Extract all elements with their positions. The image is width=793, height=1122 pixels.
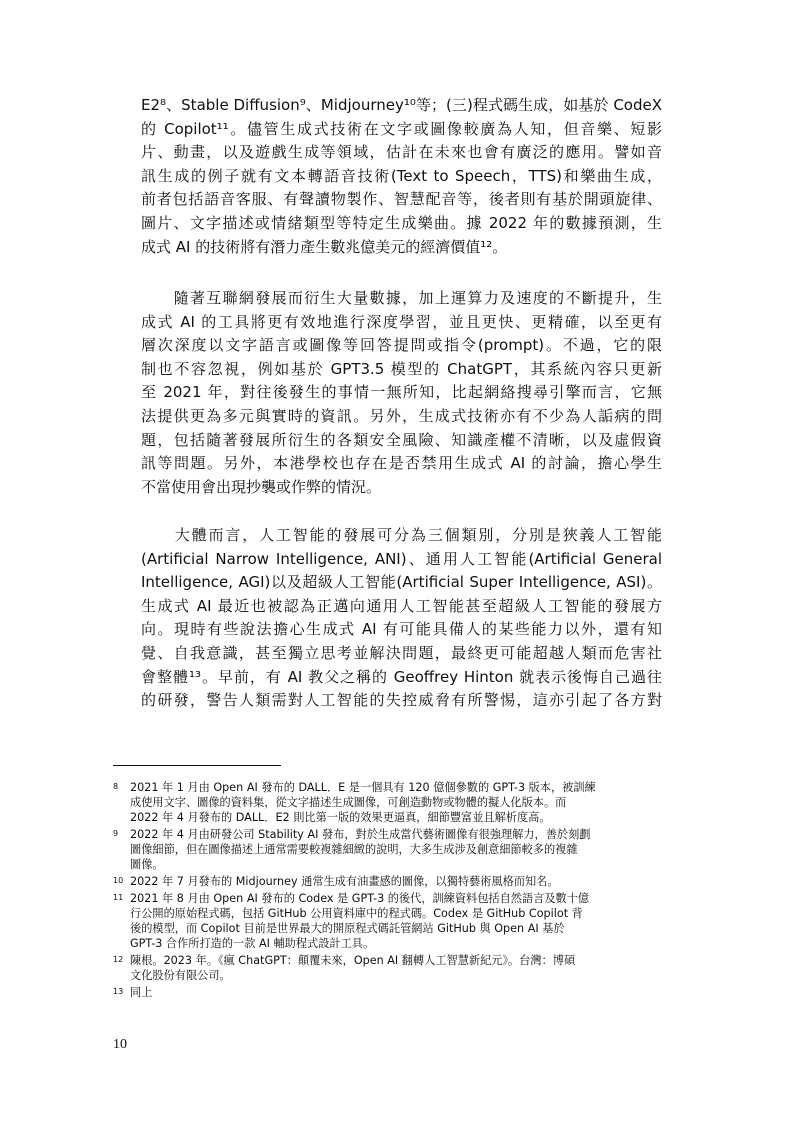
footnote-number: 13 — [113, 987, 124, 996]
text-line: 法提供更為多元與實時的資訊。另外，生成式技術亦有不少為人詬病的問 — [141, 406, 662, 425]
footnote-line: 後的模型，而 Copilot 目前是世界最大的開原程式碼託管網站 GitHub 與 Open AI 基於 — [130, 922, 565, 935]
text-line: 成式 AI 的工具將更有效地進行深度學習，並且更快、更精確，以至更有 — [141, 312, 662, 331]
footnote-number: 9 — [113, 829, 119, 838]
footnote-line: GPT-3 合作所打造的一款 AI 輔助程式設計工具。 — [130, 937, 375, 950]
footnote — [113, 891, 665, 951]
text-line: 覺、自我意識，甚至獨立思考並解決問題，最終更可能超越人類而危害社 — [141, 643, 662, 662]
footnote-line: 陳根。2023 年。《瘋 ChatGPT：顛覆未來，Open AI 翻轉人工智慧新紀元》。台灣：博碩 — [130, 954, 576, 967]
text-line: 的 Copilot¹¹。儘管生成式技術在文字或圖像較廣為人知，但音樂、短影 — [141, 119, 662, 138]
footnote-number: 11 — [113, 893, 124, 902]
text-line: 不當使用會出現抄襲或作弊的情況。 — [141, 477, 382, 496]
text-line: (Artificial Narrow Intelligence, ANI)、通用人工智能(Artificial General — [141, 549, 662, 568]
paragraph-3 — [141, 524, 662, 713]
footnote-line: 文化股份有限公司。 — [130, 969, 231, 982]
footnote-line: 2021 年 1 月由 Open AI 發布的 DALL．E 是一個具有 120 億個參數的 GPT-3 版本，被訓練 — [130, 781, 596, 794]
page-number: 10 — [113, 1037, 127, 1052]
footnote-line: 行公開的原始程式碼，包括 GitHub 公用資料庫中的程式碼。Codex 是 GitHub Copilot 背 — [130, 907, 583, 920]
footnote — [113, 827, 665, 872]
footnote-line: 2022 年 7 月發布的 Midjourney 通常生成有油畫感的圖像，以獨特藝術風格而知名。 — [130, 875, 559, 888]
footnote-line: 2022 年 4 月發布的 DALL．E2 則比第一版的效果更逼真，細節豐富並且解析度高。 — [130, 811, 551, 824]
text-line: 會整體¹³。早前，有 AI 教父之稱的 Geoffrey Hinton 就表示後悔自己過往 — [141, 667, 662, 686]
text-line: 片、動畫，以及遊戲生成等領域，估計在未來也會有廣泛的應用。譬如音 — [141, 143, 662, 162]
text-line: 制也不容忽視，例如基於 GPT3.5 模型的 ChatGPT，其系統內容只更新 — [141, 359, 662, 378]
text-line: 圖片、文字描述或情緒類型等特定生成樂曲。據 2022 年的數據預測，生 — [141, 213, 662, 232]
text-line: Intelligence, AGI)以及超級人工智能(Artificial Super Intelligence, ASI)。 — [141, 573, 662, 592]
paragraph-1 — [141, 94, 662, 259]
text-line: 大體而言，人工智能的發展可分為三個類別，分別是狹義人工智能 — [141, 526, 662, 544]
paragraph-2 — [141, 287, 662, 499]
footnote — [113, 985, 665, 1000]
text-line: 的研發，警告人類需對人工智能的失控威脅有所警惕，這亦引起了各方對 — [141, 691, 662, 710]
footnote-separator — [113, 765, 281, 766]
text-line: 至 2021 年，對往後發生的事情一無所知，比起網絡搜尋引擎而言，它無 — [141, 383, 662, 402]
footnote-number: 10 — [113, 876, 124, 885]
text-line: 層次深度以文字語言或圖像等回答提問或指令(prompt)。不過，它的限 — [141, 336, 662, 355]
footnote-number: 12 — [113, 955, 124, 964]
footnote-line: 圖像細節，但在圖像描述上通常需要較複雜細緻的說明，大多生成涉及創意細節較多的複雜 — [130, 843, 578, 856]
text-line: 生成式 AI 最近也被認為正邁向通用人工智能甚至超級人工智能的發展方 — [141, 596, 662, 615]
text-line: E2⁸、Stable Diffusion⁹、Midjourney¹⁰等；(三)程式碼生成，如基於 CodeX — [141, 96, 662, 114]
text-line: 前者包括語音客服、有聲讀物製作、智慧配音等，後者則有基於開頭旋律、 — [141, 190, 662, 209]
text-line: 隨著互聯網發展而衍生大量數據，加上運算力及速度的不斷提升，生 — [141, 289, 662, 307]
text-line: 成式 AI 的技術將有潛力產生數兆億美元的經濟價值¹²。 — [141, 237, 508, 256]
footnotes — [113, 780, 665, 1002]
footnote-line: 圖像。 — [130, 858, 164, 871]
footnote-line: 成使用文字、圖像的資料集，從文字描述生成圖像，可創造動物或物體的擬人化版本。而 — [130, 796, 567, 809]
footnote — [113, 953, 665, 983]
text-line: 訊生成的例子就有文本轉語音技術(Text to Speech，TTS)和樂曲生成， — [141, 166, 662, 185]
footnote — [113, 874, 665, 889]
footnote — [113, 780, 665, 825]
footnote-number: 8 — [113, 782, 119, 791]
footnote-line: 同上 — [130, 986, 153, 999]
footnote-line: 2021 年 8 月由 Open AI 發布的 Codex 是 GPT-3 的後代，訓練資料包括自然語言及數十億 — [130, 892, 590, 905]
text-line: 訊等問題。另外，本港學校也存在是否禁用生成式 AI 的討論，擔心學生 — [141, 454, 662, 473]
footnote-line: 2022 年 4 月由研發公司 Stability AI 發布，對於生成當代藝術圖像有很強理解力，善於刻劃 — [130, 828, 591, 841]
text-line: 向。現時有些說法擔心生成式 AI 有可能具備人的某些能力以外，還有知 — [141, 620, 662, 639]
text-line: 題，包括隨著發展所衍生的各類安全風險、知識產權不清晰，以及虛假資 — [141, 430, 662, 449]
